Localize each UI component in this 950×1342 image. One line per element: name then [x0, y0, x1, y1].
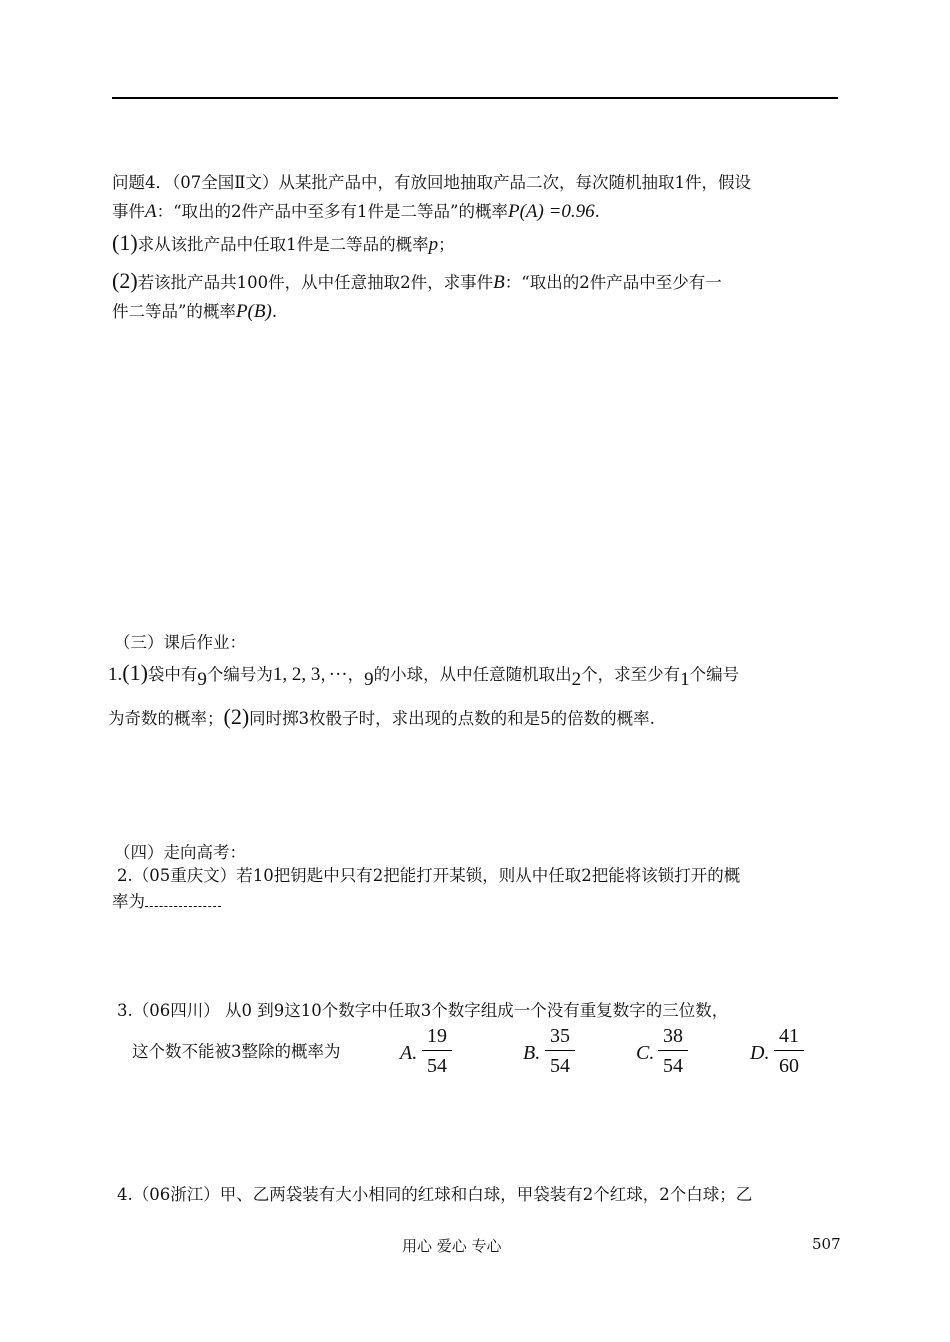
page-number: 507	[812, 1235, 841, 1253]
problem4-q2: (2)若该批产品共100件，从中任意抽取2件，求事件B：“取出的2件产品中至少有一	[112, 268, 722, 293]
event-a-var: A	[145, 201, 157, 222]
section3-item1-line1: 1.(1)袋中有9个编号为1, 2, 3，···，9的小球，从中任意随机取出2个，求至少有1个编号	[108, 660, 740, 690]
probability-a-expr: P(A) =0.96	[507, 201, 595, 222]
q4-line1: 4.（06浙江）甲、乙两袋装有大小相同的红球和白球，甲袋装有2个红球，2个白球；乙	[117, 1185, 753, 1204]
problem4-line2: 事件A：“取出的2件产品中至多有1件是二等品”的概率P(A) =0.96.	[112, 201, 600, 222]
q2-line2: 率为	[112, 894, 221, 911]
problem4-q2-line2: 件二等品”的概率P(B).	[112, 301, 278, 322]
header-rule	[112, 97, 838, 99]
probability-b-expr: P(B)	[235, 301, 272, 322]
q2-number: (2)	[112, 268, 138, 293]
p-var: p	[428, 234, 439, 255]
section3-title: （三）课后作业：	[114, 633, 246, 652]
q1-number: (1)	[112, 230, 138, 255]
q2-line1: 2.（05重庆文）若10把钥匙中只有2把能打开某锁，则从中任取2把能将该锁打开的概	[117, 866, 741, 885]
q3-line1: 3.（06四川） 从0 到9这10个数字中任取3个数字组成一个没有重复数字的三位数，	[117, 1001, 729, 1020]
section3-item1-line2: 为奇数的概率；(2)同时掷3枚骰子时，求出现的点数的和是5的倍数的概率.	[108, 704, 655, 729]
section4-title: （四）走向高考：	[114, 843, 246, 862]
answer-blank	[145, 894, 221, 907]
problem4-line1: 问题4．（07全国Ⅱ文）从某批产品中，有放回地抽取产品二次，每次随机抽取1件，假设	[112, 173, 751, 192]
footer-slogan: 用心 爱心 专心	[402, 1237, 502, 1255]
q3-line2: 这个数不能被3整除的概率为	[132, 1042, 341, 1061]
problem4-q1: (1)求从该批产品中任取1件是二等品的概率p；	[112, 230, 455, 255]
event-b-var: B	[493, 272, 505, 293]
